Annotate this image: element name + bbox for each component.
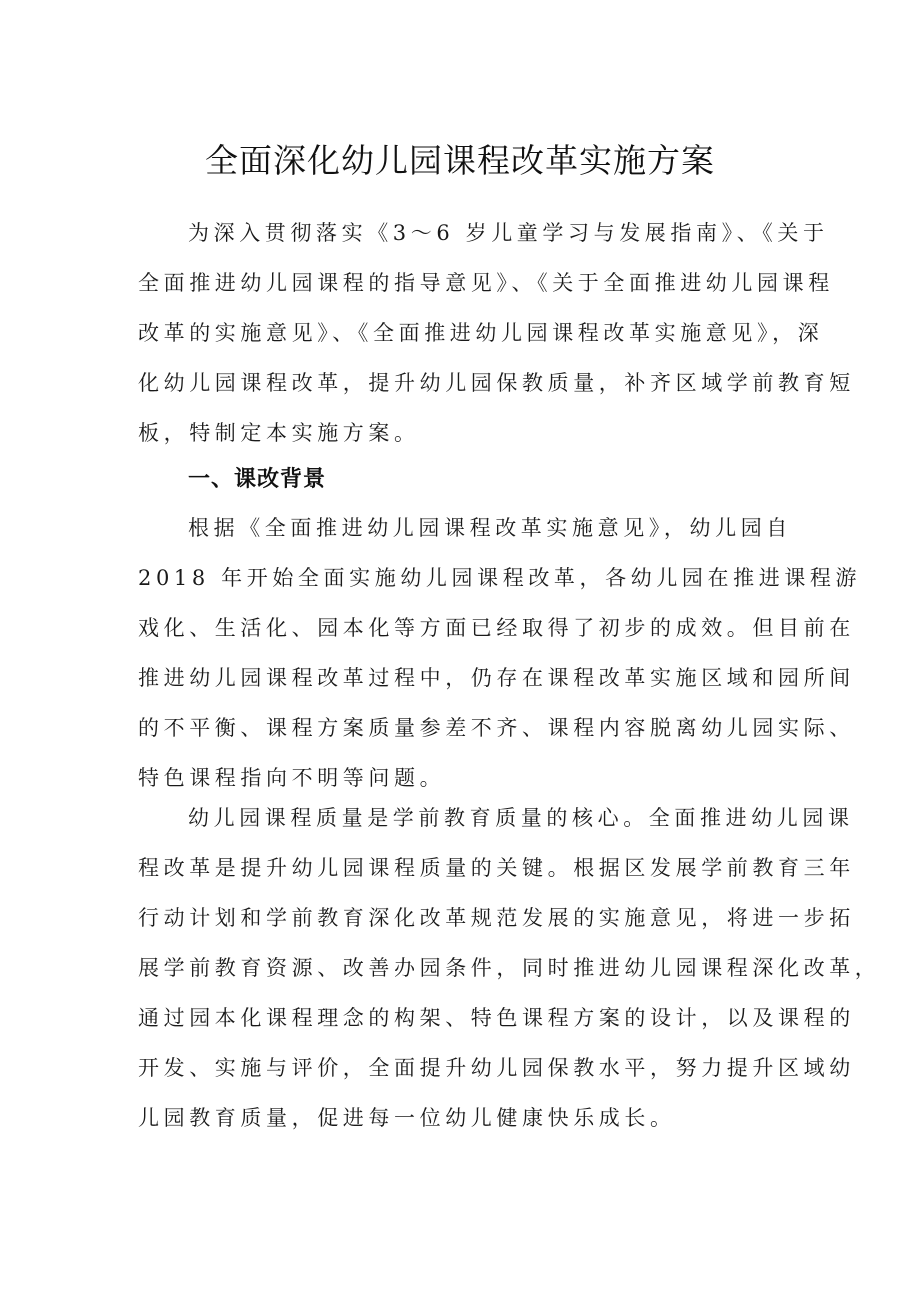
text-line: 特色课程指向不明等问题。 [138,766,446,790]
text-line: 的不平衡、课程方案质量参差不齐、课程内容脱离幼儿园实际、 [138,716,855,740]
text-line: 板，特制定本实施方案。 [138,421,420,445]
text-line: 通过园本化课程理念的构架、特色课程方案的设计，以及课程的 [138,1006,855,1030]
text-line: 行动计划和学前教育深化改革规范发展的实施意见，将进一步拓 [138,906,855,930]
text-line: 儿园教育质量，促进每一位幼儿健康快乐成长。 [138,1106,676,1130]
text-line: 戏化、生活化、园本化等方面已经取得了初步的成效。但目前在 [138,616,855,640]
text-line: 程改革是提升幼儿园课程质量的关键。根据区发展学前教育三年 [138,856,855,880]
text-line: 为深入贯彻落实《3〜6 岁儿童学习与发展指南》、《关于 [188,221,829,245]
section-heading: 一、课改背景 [188,467,327,492]
text-line: 全面推进幼儿园课程的指导意见》、《关于全面推进幼儿园课程 [138,271,834,295]
text-line: 2018 年开始全面实施幼儿园课程改革，各幼儿园在推进课程游 [138,566,862,590]
text-line: 推进幼儿园课程改革过程中，仍存在课程改革实施区域和园所间 [138,666,855,690]
text-line: 幼儿园课程质量是学前教育质量的核心。全面推进幼儿园课 [188,806,854,830]
text-line: 化幼儿园课程改革，提升幼儿园保教质量，补齐区域学前教育短 [138,371,855,395]
text-line: 开发、实施与评价，全面提升幼儿园保教水平，努力提升区域幼 [138,1056,855,1080]
text-line: 展学前教育资源、改善办园条件，同时推进幼儿园课程深化改革， [138,956,881,980]
text-line: 改革的实施意见》、《全面推进幼儿园课程改革实施意见》，深 [138,321,824,345]
document-title: 全面深化幼儿园课程改革实施方案 [205,141,715,180]
text-line: 根据《全面推进幼儿园课程改革实施意见》，幼儿园自 [188,516,792,540]
